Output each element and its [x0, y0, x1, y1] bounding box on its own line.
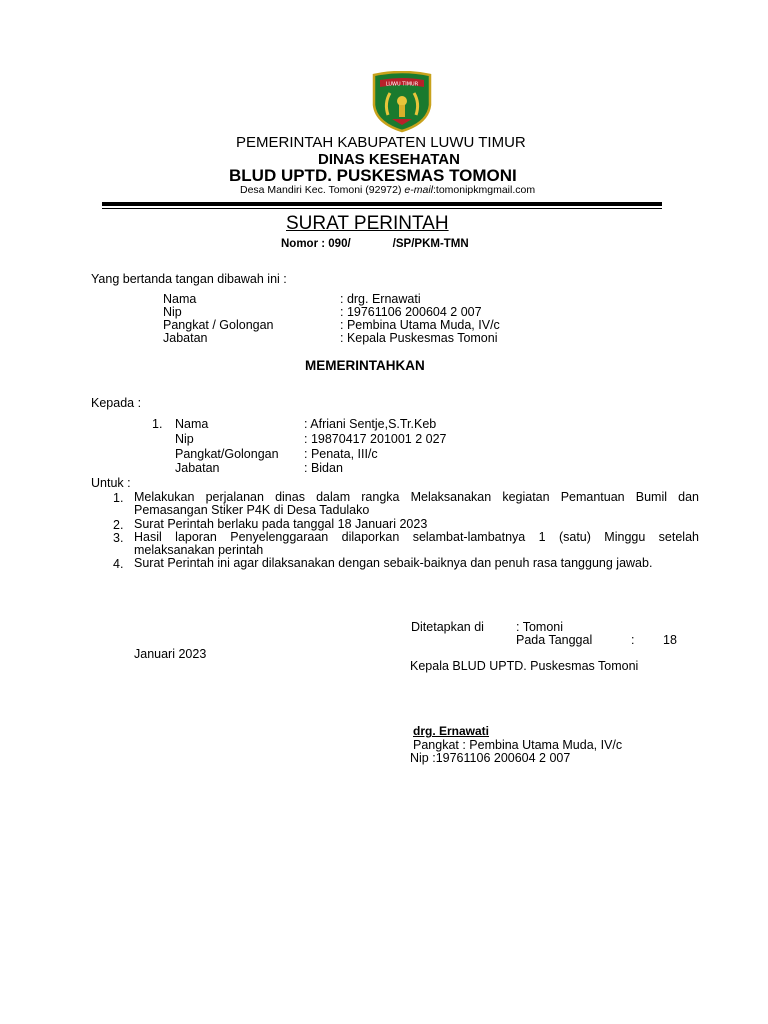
recipient-name-label: Nama — [175, 417, 209, 431]
recipient-rank-value: : Penata, III/c — [304, 447, 378, 461]
signature-rank: Pangkat : Pembina Utama Muda, IV/c — [413, 738, 623, 752]
header-institution-line: BLUD UPTD. PUSKESMAS TOMONI — [229, 166, 517, 185]
signer-nip-value: : 19761106 200604 2 007 — [340, 305, 482, 319]
header-government-line: PEMERINTAH KABUPATEN LUWU TIMUR — [236, 134, 526, 151]
logo-text: LUWU TIMUR — [385, 81, 419, 88]
item-text: Hasil laporan Penyelenggaraan dilaporkan selambat-lambatnya 1 (satu) Minggu setelah melaksanakan perintah — [134, 530, 699, 557]
letter-number — [281, 238, 469, 250]
item-number: 2. — [113, 518, 124, 532]
address-text: Desa Mandiri Kec. Tomoni (92972) — [240, 184, 402, 196]
item-number: 4. — [113, 557, 124, 571]
nomor-suffix: /SP/PKM-TMN — [392, 238, 469, 250]
recipient-position-value: : Bidan — [304, 461, 343, 475]
signature-nip: Nip :19761106 200604 2 007 — [410, 751, 571, 765]
header-thick-rule — [102, 202, 662, 206]
command-heading: MEMERINTAHKAN — [305, 358, 425, 373]
letter-title: SURAT PERINTAH — [286, 213, 449, 234]
untuk-label: Untuk : — [91, 476, 131, 490]
signer-position-value: : Kepala Puskesmas Tomoni — [340, 331, 498, 345]
signer-position-label: Jabatan — [163, 331, 208, 345]
item-text: Surat Perintah berlaku pada tanggal 18 Januari 2023 — [134, 517, 428, 531]
nomor-label: Nomor : 090/ — [281, 238, 351, 250]
recipient-position-label: Jabatan — [175, 461, 220, 475]
signer-name-value: : drg. Ernawati — [340, 292, 421, 306]
header-address — [240, 184, 535, 196]
recipient-number: 1. — [152, 417, 163, 431]
header-thin-rule — [102, 208, 662, 209]
signer-position-title: Kepala BLUD UPTD. Puskesmas Tomoni — [410, 659, 639, 673]
recipient-name-value: : Afriani Sentje,S.Tr.Keb — [304, 417, 437, 431]
recipient-rank-label: Pangkat/Golongan — [175, 447, 279, 461]
item-number: 3. — [113, 531, 124, 545]
signer-rank-label: Pangkat / Golongan — [163, 318, 274, 332]
kepada-label: Kepada : — [91, 396, 142, 410]
email-label: e-mail — [404, 184, 433, 196]
ditetapkan-label: Ditetapkan di — [411, 620, 484, 634]
recipient-nip-value: : 19870417 201001 2 027 — [304, 432, 447, 446]
tanggal-label: Pada Tanggal — [516, 633, 593, 647]
recipient-nip-label: Nip — [175, 432, 194, 446]
email-value: :tomonipkmgmail.com — [432, 184, 536, 196]
item-number: 1. — [113, 491, 124, 505]
signer-nip-label: Nip — [163, 305, 182, 319]
signature-name: drg. Ernawati — [413, 724, 490, 738]
item-text: Melakukan perjalanan dinas dalam rangka Melaksanakan kegiatan Pemantuan Bumil dan Pemasangan Stiker P4K di Desa Tadulako — [134, 490, 699, 517]
signer-name-label: Nama — [163, 292, 197, 306]
tanggal-colon: : — [631, 633, 635, 647]
tanggal-day: 18 — [663, 633, 677, 647]
item-text: Surat Perintah ini agar dilaksanakan dengan sebaik-baiknya dan penuh rasa tanggung jawab. — [134, 556, 653, 570]
header-department-line: DINAS KESEHATAN — [318, 151, 460, 168]
intro-text: Yang bertanda tangan dibawah ini : — [91, 272, 287, 286]
tanggal-month-year: Januari 2023 — [134, 647, 207, 661]
signer-rank-value: : Pembina Utama Muda, IV/c — [340, 318, 500, 332]
ditetapkan-value: : Tomoni — [516, 620, 564, 634]
luwu-timur-crest-logo — [370, 71, 434, 133]
